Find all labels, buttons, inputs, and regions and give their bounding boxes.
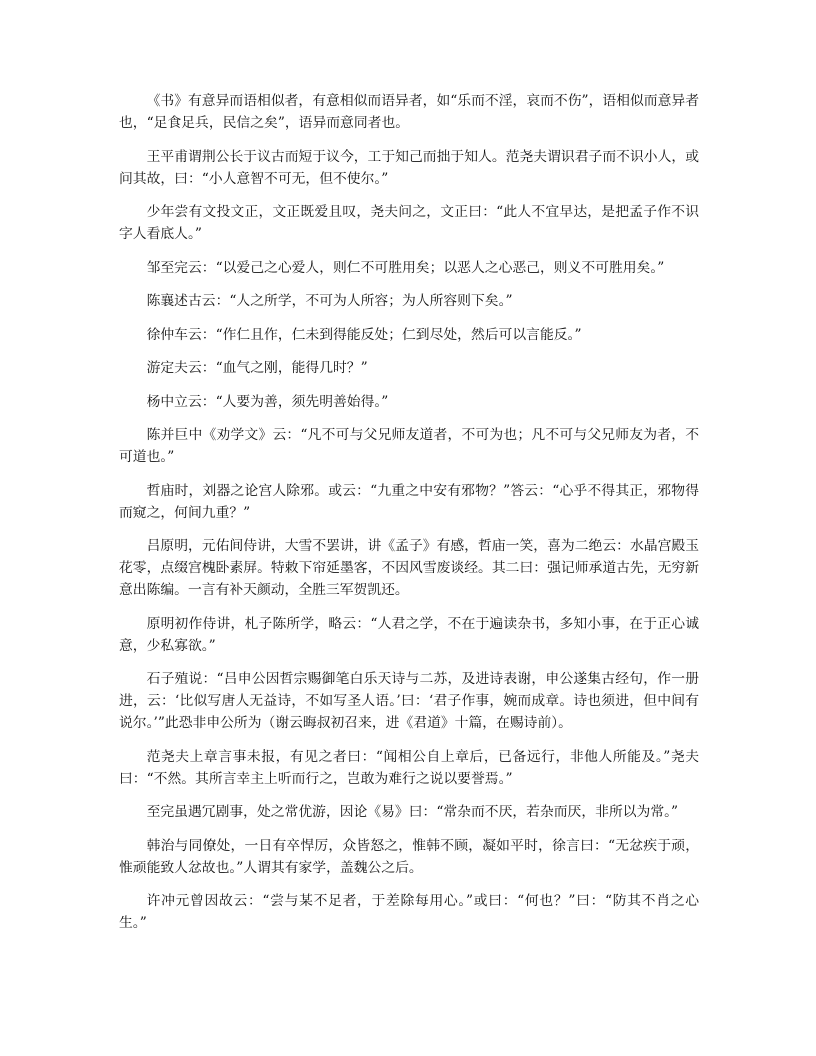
paragraph: 韩治与同僚处，一日有卒悍厉，众皆怒之，惟韩不顾，凝如平时，徐言曰：“无忿疾于顽，惟顽能致人忿故也。”人谓其有家学，盖魏公之后。 [119, 837, 699, 876]
paragraph: 许冲元曾因故云：“尝与某不足者，于差除每用心。”或曰：“何也？”曰：“防其不肖之心生。” [119, 893, 699, 931]
paragraph: 杨中立云：“人要为善，须先明善始得。” [146, 393, 389, 410]
paragraph: 原明初作侍讲，札子陈所学，略云：“人君之学，不在于遍读杂书，多知小事，在于正心诚意，少私寡欲。” [119, 615, 699, 654]
paragraph: 王平甫谓荆公长于议古而短于议今，工于知己而拙于知人。范尧夫谓识君子而不识小人，或问其故，曰：“小人意智不可无，但不使尔。” [119, 148, 699, 187]
paragraph: 石子殖说：“吕申公因哲宗赐御笔白乐天诗与二苏，及进诗表谢，申公遂集古经句，作一册进，云：‘比似写唐人无益诗，不如写圣人语。’曰：‘君子作事，婉而成章。诗也须进，但中间有说尔。’”此恐非申公所为（谢云晦叔初召来，进《君道》十篇，在赐诗前）。 [119, 671, 699, 731]
paragraph: 陈并巨中《劝学文》云：“凡不可与父兄师友道者，不可为也；凡不可与父兄师友为者，不可道也。” [119, 427, 699, 465]
paragraph: 少年尝有文投文正，文正既爱且叹，尧夫问之，文正曰：“此人不宜早达，是把孟子作不识字人看底人。” [119, 204, 699, 242]
paragraph: 徐仲车云：“作仁且作，仁未到得能反处；仁到尽处，然后可以言能反。” [146, 326, 582, 343]
paragraph: 游定夫云：“血气之刚，能得几时？” [146, 360, 368, 376]
paragraph: 范尧夫上章言事未报，有见之者曰：“闻相公自上章后，已备远行，非他人所能及。”尧夫曰：“不然。其所言幸主上听而行之，岂敢为难行之说以要誉焉。” [119, 748, 699, 787]
document-page [119, 90, 699, 946]
paragraph: 《书》有意异而语相似者，有意相似而语异者，如“乐而不淫，哀而不伤”，语相似而意异者也，“足食足兵，民信之矣”，语异而意同者也。 [119, 93, 699, 131]
paragraph: 哲庙时，刘器之论宫人除邪。或云：“九重之中安有邪物？”答云：“心乎不得其正，邪物得而窥之，何间九重？” [119, 482, 699, 521]
paragraph: 吕原明，元佑间侍讲，大雪不罢讲，讲《孟子》有感，哲庙一笑，喜为二绝云：水晶宫殿玉花零，点缀宫槐卧素屏。特敕下帘延墨客，不因风雪废谈经。其二曰：强记师承道古先，无穷新意出陈编。一言有补天颜动，全胜三军贺凯还。 [119, 538, 699, 598]
paragraph: 至完虽遇冗剧事，处之常优游，因论《易》曰：“常杂而不厌，若杂而厌，非所以为常。” [146, 804, 679, 820]
paragraph: 邹至完云：“以爱己之心爱人，则仁不可胜用矣；以恶人之心恶己，则义不可胜用矣。” [146, 259, 665, 276]
paragraph: 陈襄述古云：“人之所学，不可为人所容；为人所容则下矣。” [146, 293, 513, 309]
